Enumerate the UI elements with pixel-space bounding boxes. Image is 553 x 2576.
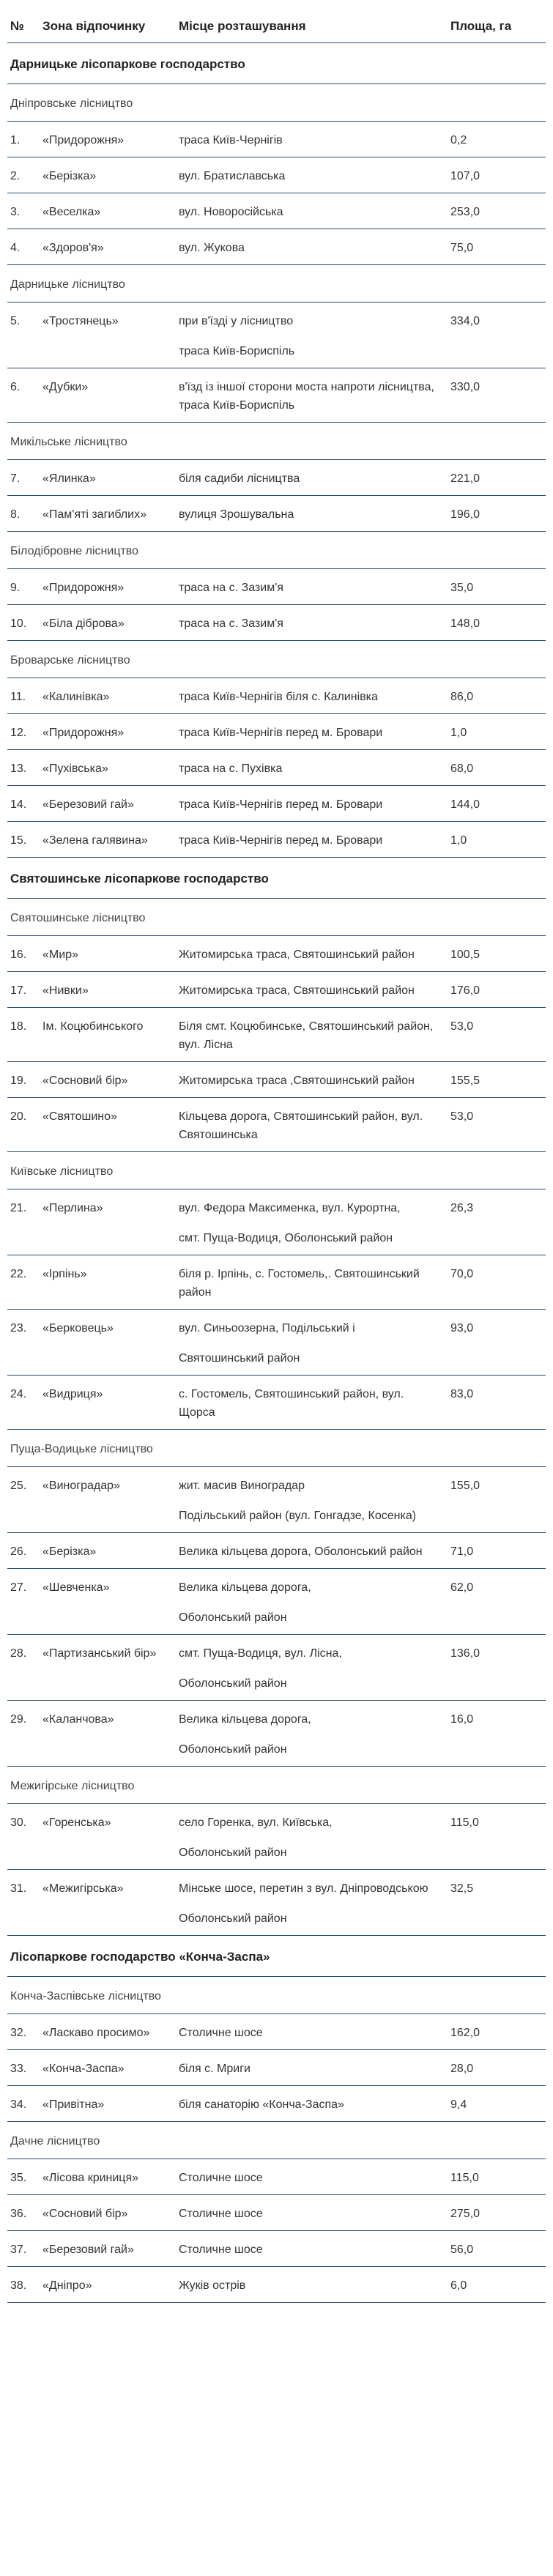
row-number: 5. [7, 302, 40, 368]
location-line: Оболонський район [179, 1743, 287, 1756]
row-number: 16. [7, 936, 40, 972]
table-header-row [7, 0, 546, 43]
row-number: 10. [7, 605, 40, 641]
zone-area: 330,0 [448, 368, 546, 423]
table-row [7, 1189, 546, 1255]
table-row [7, 936, 546, 972]
zone-name: «Шевченка» [40, 1569, 176, 1635]
row-number: 24. [7, 1376, 40, 1430]
header-location: Місце розташування [176, 0, 448, 43]
zone-area: 6,0 [448, 2267, 546, 2303]
zone-name: «Придорожня» [40, 714, 176, 750]
zone-name: «Здоров'я» [40, 229, 176, 265]
table-row [7, 972, 546, 1008]
table-row [7, 122, 546, 157]
location-line: смт. Пуща-Водиця, Оболонський район [179, 1232, 393, 1244]
forestry-title: Святошинське лісництво [7, 899, 546, 936]
zone-location: в'їзд із іншої сторони моста напроти лісництва, траса Київ-Бориспіль [176, 368, 448, 423]
zone-area: 93,0 [448, 1310, 546, 1376]
zone-location: траса Київ-Чернігів перед м. Бровари [176, 822, 448, 858]
zone-name: «Перлина» [40, 1189, 176, 1255]
zone-area: 155,5 [448, 1062, 546, 1098]
table-row [7, 1008, 546, 1062]
table-row [7, 496, 546, 532]
table-row [7, 1635, 546, 1701]
row-number: 36. [7, 2195, 40, 2231]
zone-location: Кільцева дорога, Святошинський район, вул. Святошинська [176, 1098, 448, 1152]
table-row [7, 2086, 546, 2122]
row-number: 15. [7, 822, 40, 858]
zone-area: 56,0 [448, 2231, 546, 2267]
header-zone: Зона відпочинку [40, 0, 176, 43]
zone-location: вул. Жукова [176, 229, 448, 265]
zone-location: біля садиби лісництва [176, 460, 448, 496]
zone-name: «Придорожня» [40, 569, 176, 605]
forestry-row [7, 532, 546, 569]
org-row [7, 43, 546, 84]
zone-area: 83,0 [448, 1376, 546, 1430]
zone-name: «Берковець» [40, 1310, 176, 1376]
zone-area: 75,0 [448, 229, 546, 265]
location-line: Велика кільцева дорога, [179, 1581, 311, 1594]
forestry-title: Микільське лісництво [7, 423, 546, 460]
zone-name: «Мир» [40, 936, 176, 972]
row-number: 29. [7, 1701, 40, 1767]
location-line: Оболонський район [179, 1912, 287, 1925]
zone-location: вул. Братиславська [176, 157, 448, 193]
table-row [7, 822, 546, 858]
zone-area: 70,0 [448, 1255, 546, 1310]
row-number: 30. [7, 1804, 40, 1870]
zone-area: 136,0 [448, 1635, 546, 1701]
zone-area: 71,0 [448, 1533, 546, 1569]
zone-location: біля санаторію «Конча-Заспа» [176, 2086, 448, 2122]
zone-location [176, 1189, 448, 1255]
row-number: 1. [7, 122, 40, 157]
row-number: 9. [7, 569, 40, 605]
zone-area: 162,0 [448, 2014, 546, 2050]
row-number: 2. [7, 157, 40, 193]
zone-area: 155,0 [448, 1467, 546, 1533]
zone-location [176, 1569, 448, 1635]
table-row [7, 1569, 546, 1635]
forestry-row [7, 1152, 546, 1189]
row-number: 7. [7, 460, 40, 496]
row-number: 6. [7, 368, 40, 423]
zone-location: Житомирська траса ,Святошинський район [176, 1062, 448, 1098]
forestry-title: Дніпровське лісництво [7, 84, 546, 122]
location-line: вул. Федора Максименка, вул. Курортна, [179, 1202, 401, 1214]
zone-location [176, 1467, 448, 1533]
org-row [7, 858, 546, 899]
org-title: Святошинське лісопаркове господарство [7, 858, 546, 899]
forestry-title: Дачне лісництво [7, 2122, 546, 2159]
location-line: Святошинський район [179, 1352, 300, 1365]
forestry-title: Броварське лісництво [7, 641, 546, 678]
zone-location [176, 1635, 448, 1701]
zone-location: Житомирська траса, Святошинський район [176, 972, 448, 1008]
zone-location: Житомирська траса, Святошинський район [176, 936, 448, 972]
location-line: село Горенка, вул. Київська, [179, 1816, 333, 1829]
zone-area: 53,0 [448, 1008, 546, 1062]
forestry-row [7, 1430, 546, 1467]
row-number: 38. [7, 2267, 40, 2303]
zone-location: Столичне шосе [176, 2231, 448, 2267]
table-row [7, 1062, 546, 1098]
row-number: 22. [7, 1255, 40, 1310]
forestry-title: Конча-Заспівське лісництво [7, 1977, 546, 2014]
zone-area: 196,0 [448, 496, 546, 532]
location-line: жит. масив Виноградар [179, 1480, 305, 1492]
zone-name: «Нивки» [40, 972, 176, 1008]
zone-area: 148,0 [448, 605, 546, 641]
zone-location [176, 1701, 448, 1767]
zone-area: 115,0 [448, 2159, 546, 2195]
row-number: 21. [7, 1189, 40, 1255]
header-area: Площа, га [448, 0, 546, 43]
table-row [7, 1098, 546, 1152]
forestry-row [7, 2122, 546, 2159]
org-title: Дарницьке лісопаркове господарство [7, 43, 546, 84]
zone-area: 86,0 [448, 678, 546, 714]
row-number: 19. [7, 1062, 40, 1098]
row-number: 34. [7, 2086, 40, 2122]
location-line: траса Київ-Бориспіль [179, 345, 295, 357]
zone-area: 68,0 [448, 750, 546, 786]
zone-area: 275,0 [448, 2195, 546, 2231]
zone-area: 16,0 [448, 1701, 546, 1767]
row-number: 25. [7, 1467, 40, 1533]
zone-area: 144,0 [448, 786, 546, 822]
zone-area: 107,0 [448, 157, 546, 193]
zone-name: «Ласкаво просимо» [40, 2014, 176, 2050]
row-number: 37. [7, 2231, 40, 2267]
zone-area: 1,0 [448, 822, 546, 858]
table-row [7, 460, 546, 496]
location-line: Оболонський район [179, 1677, 287, 1690]
zone-location: вулиця Зрошувальна [176, 496, 448, 532]
zone-name: «Сосновий бір» [40, 1062, 176, 1098]
zone-name: «Святошино» [40, 1098, 176, 1152]
table-row [7, 678, 546, 714]
table-row [7, 2195, 546, 2231]
row-number: 20. [7, 1098, 40, 1152]
location-line: Оболонський район [179, 1611, 287, 1624]
table-row [7, 1870, 546, 1936]
zone-name: «Конча-Заспа» [40, 2050, 176, 2086]
zone-location [176, 302, 448, 368]
location-line: Оболонський район [179, 1846, 287, 1859]
forestry-title: Київське лісництво [7, 1152, 546, 1189]
table-row [7, 368, 546, 423]
zone-location: біля с. Мриги [176, 2050, 448, 2086]
row-number: 32. [7, 2014, 40, 2050]
row-number: 35. [7, 2159, 40, 2195]
zone-area: 176,0 [448, 972, 546, 1008]
zone-area: 62,0 [448, 1569, 546, 1635]
row-number: 14. [7, 786, 40, 822]
zone-area: 115,0 [448, 1804, 546, 1870]
zone-area: 253,0 [448, 193, 546, 229]
location-line: при в'їзді у лісництво [179, 315, 294, 327]
row-number: 26. [7, 1533, 40, 1569]
zone-area: 9,4 [448, 2086, 546, 2122]
zone-location: траса на с. Зазим'я [176, 605, 448, 641]
zone-area: 221,0 [448, 460, 546, 496]
zone-name: «Пам'яті загиблих» [40, 496, 176, 532]
table-row [7, 2231, 546, 2267]
location-line: Подільський район (вул. Гонгадзе, Косенка) [179, 1510, 417, 1522]
row-number: 28. [7, 1635, 40, 1701]
zone-area: 32,5 [448, 1870, 546, 1936]
zone-area: 26,3 [448, 1189, 546, 1255]
zone-location [176, 1870, 448, 1936]
zone-location [176, 1310, 448, 1376]
forestry-title: Дарницьке лісництво [7, 265, 546, 302]
zone-name: «Межигірська» [40, 1870, 176, 1936]
zone-name: «Дубки» [40, 368, 176, 423]
recreation-zones-table [7, 0, 546, 2303]
zone-location: Столичне шосе [176, 2014, 448, 2050]
zone-name: «Сосновий бір» [40, 2195, 176, 2231]
forestry-row [7, 641, 546, 678]
table-row [7, 750, 546, 786]
zone-name: «Калинівка» [40, 678, 176, 714]
zone-name: «Лісова криниця» [40, 2159, 176, 2195]
zone-area: 35,0 [448, 569, 546, 605]
table-row [7, 2267, 546, 2303]
table-row [7, 2050, 546, 2086]
zone-location: траса на с. Пухівка [176, 750, 448, 786]
forestry-row [7, 423, 546, 460]
zone-location: траса Київ-Чернігів біля с. Калинівка [176, 678, 448, 714]
zone-name: «Зелена галявина» [40, 822, 176, 858]
row-number: 4. [7, 229, 40, 265]
zone-location: вул. Новоросійська [176, 193, 448, 229]
zone-name: «Веселка» [40, 193, 176, 229]
table-row [7, 302, 546, 368]
zone-location: траса на с. Зазим'я [176, 569, 448, 605]
table-row [7, 786, 546, 822]
zone-location: Велика кільцева дорога, Оболонський район [176, 1533, 448, 1569]
zone-name: «Дніпро» [40, 2267, 176, 2303]
zone-location: Біля смт. Коцюбинське, Святошинський район, вул. Лісна [176, 1008, 448, 1062]
row-number: 3. [7, 193, 40, 229]
zone-name: «Каланчова» [40, 1701, 176, 1767]
zone-name: «Берізка» [40, 157, 176, 193]
row-number: 23. [7, 1310, 40, 1376]
table-row [7, 157, 546, 193]
zone-name: «Горенська» [40, 1804, 176, 1870]
zone-name: «Ялинка» [40, 460, 176, 496]
location-line: Велика кільцева дорога, [179, 1713, 311, 1726]
table-row [7, 193, 546, 229]
table-row [7, 569, 546, 605]
zone-name: «Привітна» [40, 2086, 176, 2122]
zone-location: біля р. Ірпінь, с. Гостомель,. Святошинський район [176, 1255, 448, 1310]
zone-area: 0,2 [448, 122, 546, 157]
table-row [7, 1804, 546, 1870]
zone-location: траса Київ-Чернігів перед м. Бровари [176, 714, 448, 750]
zone-name: «Берізка» [40, 1533, 176, 1569]
zone-location: Столичне шосе [176, 2159, 448, 2195]
table-row [7, 605, 546, 641]
table-row [7, 229, 546, 265]
zone-name: «Березовий гай» [40, 786, 176, 822]
row-number: 17. [7, 972, 40, 1008]
zone-area: 100,5 [448, 936, 546, 972]
forestry-row [7, 265, 546, 302]
zone-name: «Тростянець» [40, 302, 176, 368]
forestry-row [7, 84, 546, 122]
zone-name: «Ірпінь» [40, 1255, 176, 1310]
forestry-row [7, 1767, 546, 1804]
zone-location: Столичне шосе [176, 2195, 448, 2231]
row-number: 11. [7, 678, 40, 714]
header-number: № [7, 0, 40, 43]
org-row [7, 1936, 546, 1977]
location-line: вул. Синьоозерна, Подільський і [179, 1322, 355, 1335]
zone-area: 28,0 [448, 2050, 546, 2086]
zone-area: 1,0 [448, 714, 546, 750]
zone-area: 334,0 [448, 302, 546, 368]
forestry-row [7, 899, 546, 936]
table-row [7, 1255, 546, 1310]
table-row [7, 1467, 546, 1533]
zone-location: траса Київ-Чернігів перед м. Бровари [176, 786, 448, 822]
location-line: смт. Пуща-Водиця, вул. Лісна, [179, 1647, 342, 1660]
zone-name: «Партизанський бір» [40, 1635, 176, 1701]
zone-location: Жуків острів [176, 2267, 448, 2303]
forestry-title: Пуща-Водицьке лісництво [7, 1430, 546, 1467]
zone-location: траса Київ-Чернігів [176, 122, 448, 157]
row-number: 8. [7, 496, 40, 532]
table-row [7, 1701, 546, 1767]
zone-name: «Придорожня» [40, 122, 176, 157]
row-number: 13. [7, 750, 40, 786]
table-row [7, 1310, 546, 1376]
zone-area: 53,0 [448, 1098, 546, 1152]
row-number: 27. [7, 1569, 40, 1635]
table-row [7, 2159, 546, 2195]
table-row [7, 1376, 546, 1430]
zone-name: «Виноградар» [40, 1467, 176, 1533]
forestry-title: Межигірське лісництво [7, 1767, 546, 1804]
forestry-row [7, 1977, 546, 2014]
row-number: 31. [7, 1870, 40, 1936]
zone-location [176, 1804, 448, 1870]
zone-name: Ім. Коцюбинського [40, 1008, 176, 1062]
table-row [7, 714, 546, 750]
table-row [7, 1533, 546, 1569]
org-title: Лісопаркове господарство «Конча-Заспа» [7, 1936, 546, 1977]
location-line: Мінське шосе, перетин з вул. Дніпроводською [179, 1882, 428, 1895]
zone-name: «Біла діброва» [40, 605, 176, 641]
zone-location: с. Гостомель, Святошинський район, вул. Щорса [176, 1376, 448, 1430]
zone-name: «Видриця» [40, 1376, 176, 1430]
row-number: 33. [7, 2050, 40, 2086]
row-number: 12. [7, 714, 40, 750]
zone-name: «Березовий гай» [40, 2231, 176, 2267]
zone-name: «Пухівська» [40, 750, 176, 786]
forestry-title: Білодібровне лісництво [7, 532, 546, 569]
table-row [7, 2014, 546, 2050]
row-number: 18. [7, 1008, 40, 1062]
